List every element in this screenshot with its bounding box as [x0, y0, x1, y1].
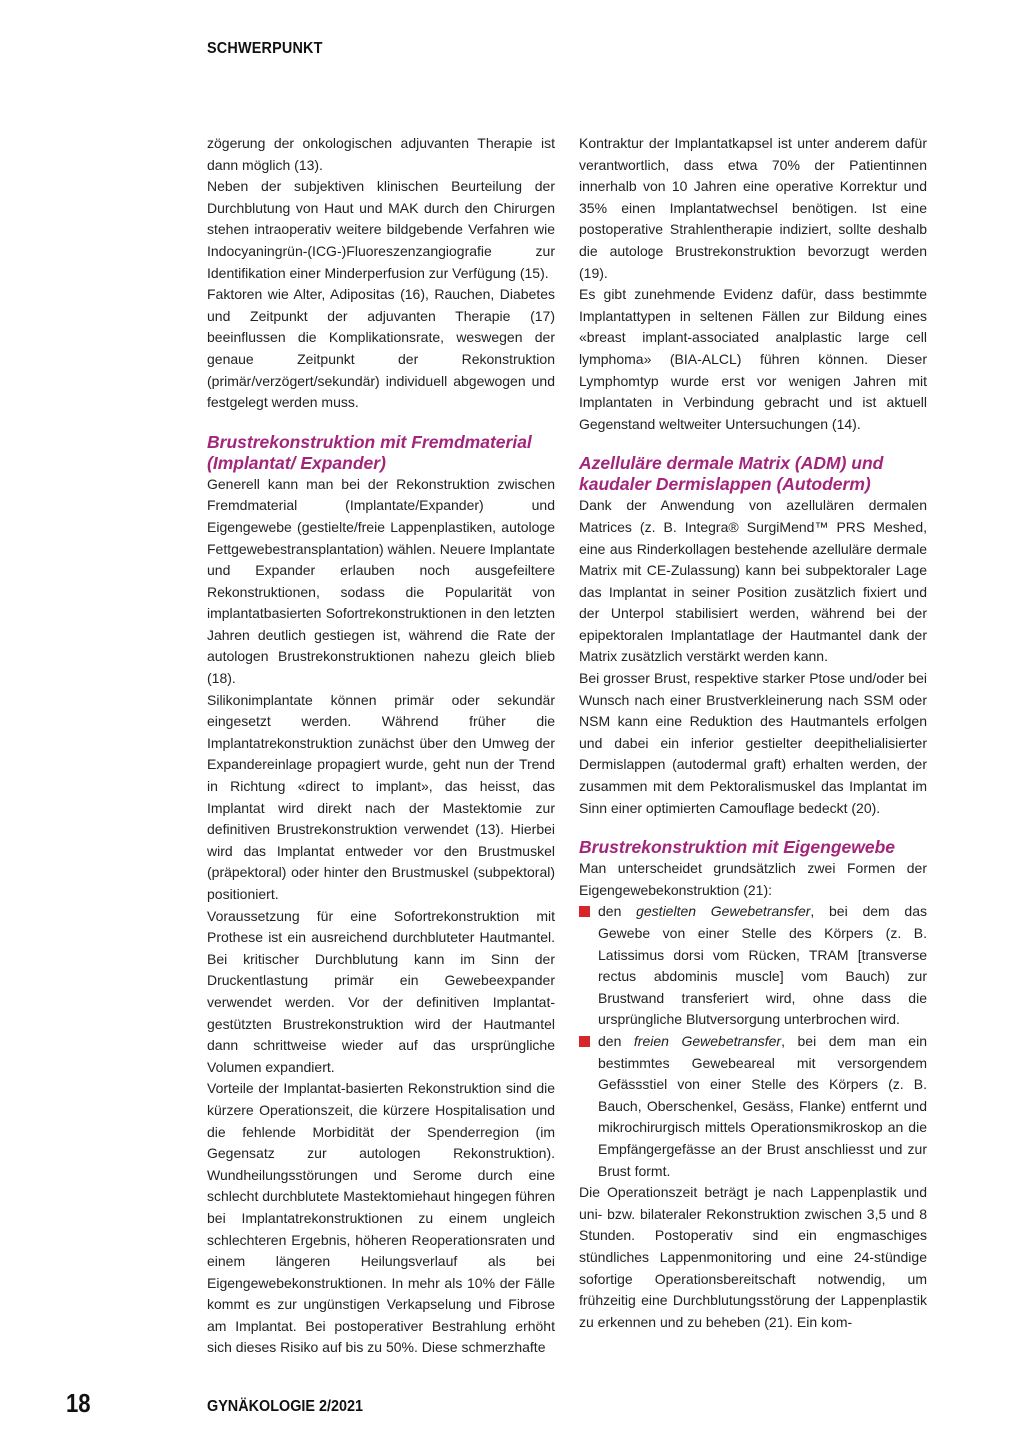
paragraph: Neben der subjektiven klinischen Beurteilung der Durchblutung von Haut und MAK durch den Chirurgen stehen intraoperativ weitere bildgebende Verfahren wie Indocyaningrün-(ICG-)Fluoreszenzangiografie zur Identifikation einer Minderperfusion zur Verfügung (15). [207, 178, 555, 281]
paragraph: Vorteile der Implantat-basierten Rekonstruktion sind die kürzere Operationszeit, die kürzere Hospitalisation und die fehlende Morbidität der Spenderregion (im Gegensatz zur autologen Rekonstruktion). Wundheilungsstörungen und Serome durch eine schlecht durchblutete Mastektomiehaut hingegen führen bei Implantatrekonstruktionen zu einem ungleich schlechteren Ergebnis, höheren Reoperationsraten und einem längeren Heilungsverlauf als bei Eigengewebekonstruktionen. In mehr als 10% der Fälle kommt es zur ungünstigen Verkapselung und Fibrose am Implantat. Bei postoperativer Bestrahlung erhöht sich dieses Risiko auf bis zu 50%. Diese schmerzhafte [207, 1080, 555, 1356]
list-item-emphasis: freien Gewebetransfer [633, 1032, 782, 1049]
bullet-list [579, 901, 927, 1182]
square-bullet-icon [579, 906, 590, 917]
journal-title: GYNÄKOLOGIE 2/2021 [207, 1398, 364, 1415]
list-item-text-pre: den [598, 903, 637, 920]
paragraph: Die Operationszeit beträgt je nach Lappenplastik und uni- bzw. bilateraler Rekonstruktion zwischen 3,5 und 8 Stunden. Postoperativ sind ein engmaschiges stündliches Lappenmonitoring und eine 24-stündige sofortige Operationsbereitschaft notwendig, um frühzeitig eine Durchblutungsstörung der Lappenplastik zu erkennen und zu beheben (21). Ein kom- [579, 1184, 927, 1330]
list-item [579, 1031, 927, 1182]
list-item-text-post: , bei dem man ein bestimmtes Gewebeareal mit versorgendem Gefässstiel von einer Stelle des Körpers (z. B. Bauch, Oberschenkel, Gesäss, Flanke) entfernt und mikrochirurgisch mittels Operationsmikroskop an die Empfängergefässe an der Brust anschliesst und zur Brust formt. [598, 1032, 927, 1179]
list-item-text-pre: den [598, 1032, 634, 1049]
section-heading-eigengewebe: Brustrekonstruktion mit Eigengewebe [579, 837, 896, 858]
paragraph: Voraussetzung für eine Sofortrekonstruktion mit Prothese ist ein ausreichend durchbluteter Hautmantel. Bei kritischer Durchblutung kann im Sinn der Druckentlastung primär ein Gewebeexpander verwendet werden. Vor der definitiven Implantat-gestützten Brustrekonstruktion wird der Hautmantel dann schrittweise wieder auf das ursprüngliche Volumen expandiert. [207, 907, 555, 1075]
section-heading-adm: Azelluläre dermale Matrix (ADM) und kaudaler Dermislappen (Autoderm) [579, 453, 884, 495]
paragraph: Faktoren wie Alter, Adipositas (16), Rauchen, Diabetes und Zeitpunkt der adjuvanten Therapie (17) beeinflussen die Komplikationsrate, weswegen der genaue Zeitpunkt der Rekonstruktion (primär/verzögert/sekundär) individuell abgewogen und festgelegt werden muss. [207, 286, 555, 411]
list-item [579, 901, 927, 1031]
paragraph: zögerung der onkologischen adjuvanten Therapie ist dann möglich (13). [207, 135, 555, 173]
paragraph: Man unterscheidet grundsätzlich zwei Formen der Eigengewebekonstruktion (21): [579, 860, 927, 898]
paragraph: Generell kann man bei der Rekonstruktion zwischen Fremdmaterial (Implantate/Expander) und Eigengewebe (gestielte/freie Lappenplastiken, autologe Fettgewebestransplantation) wählen. Neuere Implantate und Expander erlauben noch ausgefeiltere Rekonstruktionen, sodass die Popularität von implantatbasierten Sofortrekonstruktionen in den letzten Jahren deutlich gestiegen ist, während die Rate der autologen Brustrekonstruktionen nahezu gleich blieb (18). [207, 475, 555, 687]
paragraph: Es gibt zunehmende Evidenz dafür, dass bestimmte Implantattypen in seltenen Fällen zur Bildung eines «breast implant-associated analplastic large cell lymphoma» (BIA-ALCL) führen können. Dieser Lymphomtyp wurde erst vor wenigen Jahren mit Implantaten in Verbindung gebracht und ist aktuell Gegenstand weltweiter Untersuchungen (14). [579, 286, 927, 432]
paragraph: Kontraktur der Implantatkapsel ist unter anderem dafür verantwortlich, dass etwa 70% der Patientinnen innerhalb von 10 Jahren eine operative Korrektur und 35% einen Implantatwechsel benötigen. Ist eine postoperative Strahlentherapie indiziert, sollte deshalb die autologe Brustrekonstruktion bevorzugt werden (19). [579, 135, 927, 281]
square-bullet-icon [579, 1036, 590, 1047]
section-header: SCHWERPUNKT [207, 40, 323, 57]
paragraph: Silikonimplantate können primär oder sekundär eingesetzt werden. Während früher die Implantatrekonstruktion zunächst über den Umweg der Expandereinlage propagiert wurde, geht nun der Trend in Richtung «direct to implant», das heisst, das Implantat wird direkt nach der Mastektomie zur definitiven Brustrekonstruktion verwendet (13). Hierbei wird das Implantat entweder vor den Brustmuskel (präpektoral) oder hinter den Brustmuskel (subpektoral) positioniert. [207, 691, 555, 902]
page-number: 18 [66, 1388, 91, 1418]
list-item-text-post: , bei dem das Gewebe von einer Stelle des Körpers (z. B. Latissimus dorsi vom Rücken, TRAM [transverse rectus abdominis muscle] vom Bauch) zur Brustwand transferiert wird, ohne dass die ursprüngliche Blutversorgung unterbrochen wird. [598, 903, 927, 1028]
paragraph: Dank der Anwendung von azellulären dermalen Matrices (z. B. Integra® SurgiMend™ PRS Meshed, eine aus Rinderkollagen bestehende azelluläre dermale Matrix mit CE-Zulassung) kann bei subpektoraler Lage das Implantat in seiner Position zusätzlich fixiert und der Unterpol stabilisiert werden, während bei der epipektoralen Implantatlage der Hautmantel dank der Matrix zusätzlich verstärkt werden kann. [579, 497, 927, 665]
paragraph: Bei grosser Brust, respektive starker Ptose und/oder bei Wunsch nach einer Brustverkleinerung nach SSM oder NSM kann eine Reduktion des Hautmantels erfolgen und dabei ein inferior gestielter deepithelialisierter Dermislappen (autodermal graft) erhalten werden, der zusammen mit dem Pektoralismuskel das Implantat im Sinn einer optimierten Camouflage bedeckt (20). [579, 670, 927, 816]
right-column [579, 133, 927, 1333]
left-column [207, 133, 555, 1359]
section-heading-implant: Brustrekonstruktion mit Fremdmaterial (Implantat/ Expander) [207, 431, 532, 473]
list-item-emphasis: gestielten Gewebetransfer [636, 903, 811, 920]
